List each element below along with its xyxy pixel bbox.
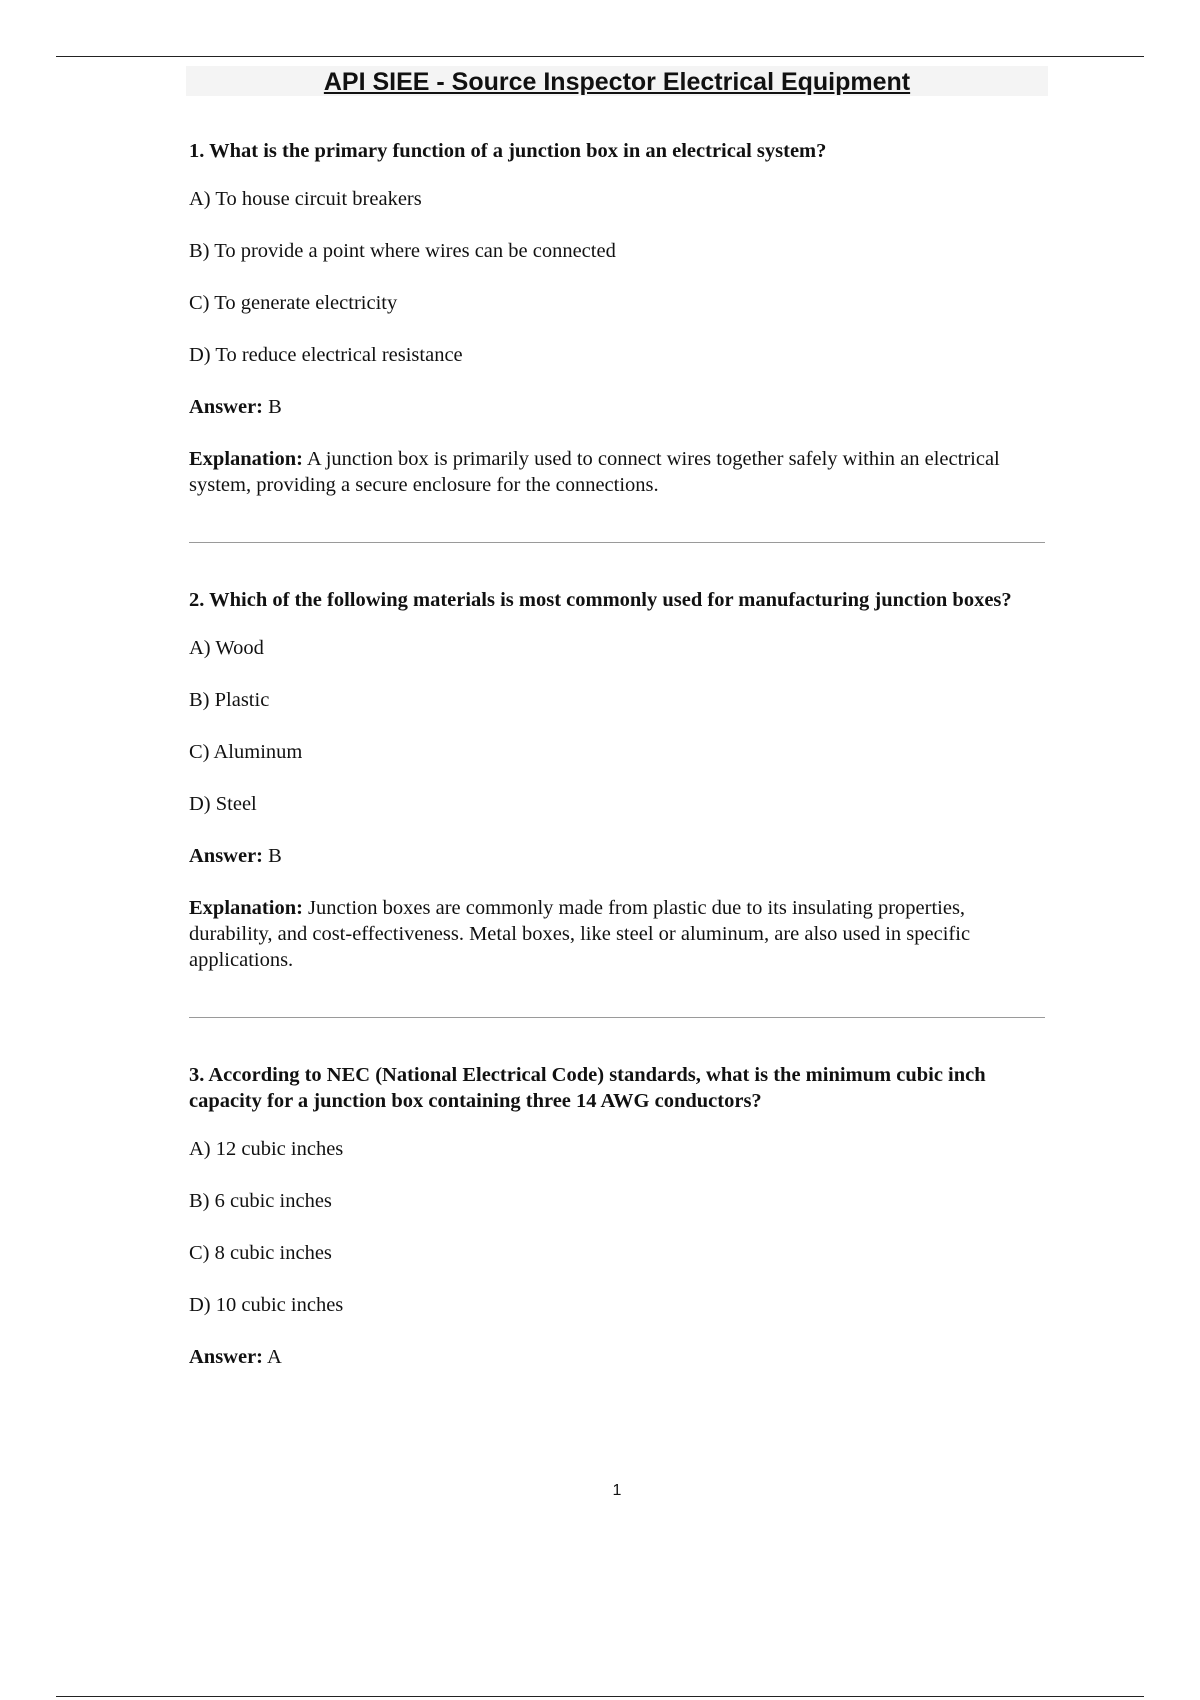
question-list — [189, 138, 1049, 1370]
answer-line — [189, 843, 1049, 869]
bottom-rule — [56, 1696, 1144, 1697]
option-a: A) To house circuit breakers — [189, 188, 422, 210]
option-b: B) 6 cubic inches — [189, 1190, 332, 1212]
option-a: A) Wood — [189, 637, 264, 659]
answer-value: B — [268, 396, 282, 418]
question-block — [189, 138, 1049, 498]
answer-line — [189, 1344, 1049, 1370]
question-block — [189, 1062, 1049, 1370]
top-rule — [56, 56, 1144, 57]
question-divider — [189, 542, 1045, 543]
option-d: D) 10 cubic inches — [189, 1294, 344, 1316]
answer-value: B — [268, 845, 282, 867]
option-b: B) Plastic — [189, 689, 270, 711]
document-title: API SIEE - Source Inspector Electrical Equipment — [323, 68, 911, 96]
answer-label: Answer: — [189, 1346, 264, 1368]
option-c: C) 8 cubic inches — [189, 1242, 332, 1264]
answer-label: Answer: — [189, 396, 264, 418]
option-b: B) To provide a point where wires can be connected — [189, 240, 616, 262]
page-number: 1 — [612, 1482, 622, 1499]
question-text: 1. What is the primary function of a junction box in an electrical system? — [189, 140, 827, 162]
question-block — [189, 587, 1049, 973]
question-text: 3. According to NEC (National Electrical Code) standards, what is the minimum cubic inch capacity for a junction box containing three 14 AWG conductors? — [189, 1064, 986, 1112]
option-a: A) 12 cubic inches — [189, 1138, 344, 1160]
option-d: D) Steel — [189, 793, 257, 815]
answer-line — [189, 394, 1049, 420]
question-text: 2. Which of the following materials is most commonly used for manufacturing junction boxes? — [189, 589, 1012, 611]
explanation — [189, 895, 1049, 973]
explanation-text: Junction boxes are commonly made from plastic due to its insulating properties, durability, and cost-effectiveness. Metal boxes, like steel or aluminum, are also used in specific applications. — [189, 897, 971, 971]
option-c: C) Aluminum — [189, 741, 303, 763]
explanation-label: Explanation: — [189, 448, 303, 470]
answer-value: A — [267, 1346, 282, 1368]
answer-label: Answer: — [189, 845, 264, 867]
question-divider — [189, 1017, 1045, 1018]
explanation-text: A junction box is primarily used to connect wires together safely within an electrical system, providing a secure enclosure for the connections. — [189, 448, 1000, 496]
explanation-label: Explanation: — [189, 897, 303, 919]
option-d: D) To reduce electrical resistance — [189, 344, 463, 366]
option-c: C) To generate electricity — [189, 292, 398, 314]
explanation — [189, 446, 1049, 498]
